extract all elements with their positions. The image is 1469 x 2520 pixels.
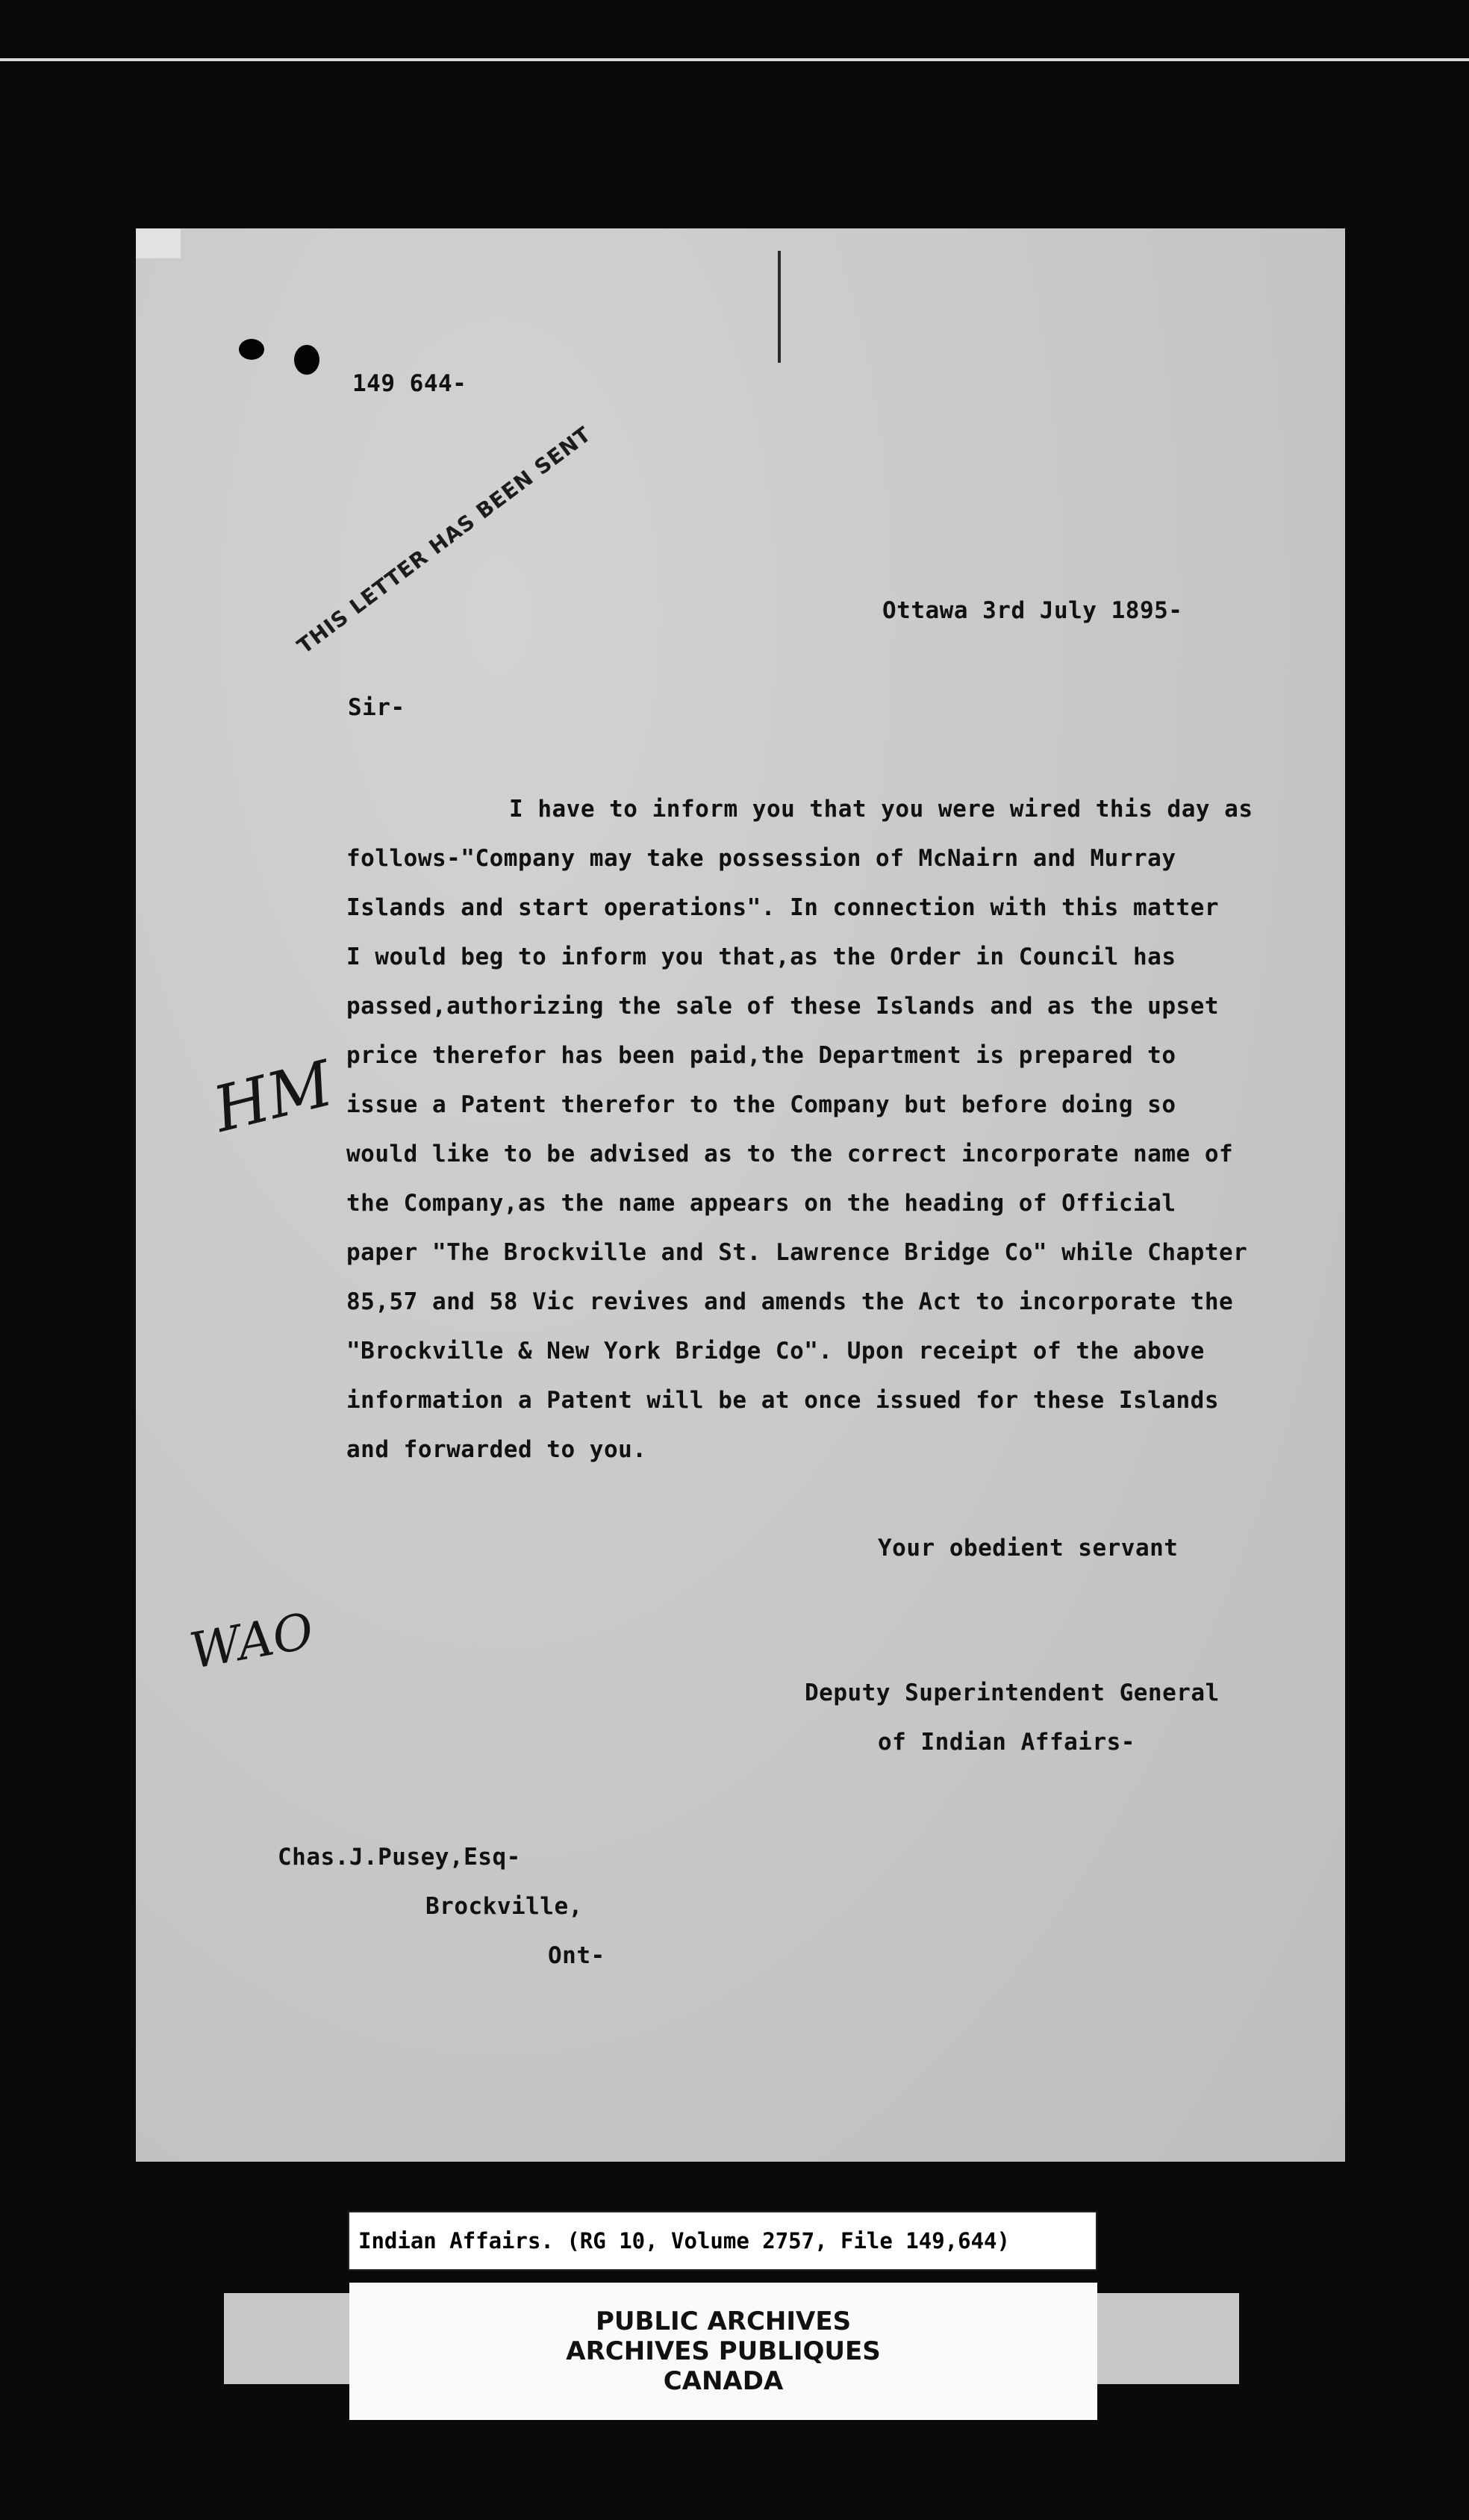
body-line: follows-"Company may take possession of McNairn and Murray bbox=[346, 845, 1176, 872]
archive-label-line: CANADA bbox=[663, 2366, 784, 2396]
reference-number: 149 644- bbox=[352, 370, 467, 397]
archive-reference-label: Indian Affairs. (RG 10, Volume 2757, File 149,644) bbox=[348, 2211, 1097, 2271]
body-line: passed,authorizing the sale of these Islands and as the upset bbox=[346, 993, 1219, 1020]
page-corner bbox=[136, 228, 181, 258]
pencil-mark bbox=[778, 251, 781, 363]
body-line: I would beg to inform you that,as the Order in Council has bbox=[346, 944, 1176, 970]
body-line: and forwarded to you. bbox=[346, 1436, 647, 1463]
archive-label bbox=[349, 2283, 1097, 2420]
body-line: information a Patent will be at once issued for these Islands bbox=[346, 1387, 1219, 1414]
body-line: I have to inform you that you were wired this day as bbox=[509, 796, 1253, 823]
recipient-province: Ont- bbox=[548, 1942, 605, 1969]
body-line: paper "The Brockville and St. Lawrence Bridge Co" while Chapter bbox=[346, 1239, 1248, 1266]
body-line: "Brockville & New York Bridge Co". Upon receipt of the above bbox=[346, 1338, 1205, 1365]
recipient-name: Chas.J.Pusey,Esq- bbox=[278, 1844, 521, 1871]
sent-stamp: THIS LETTER HAS BEEN SENT bbox=[293, 421, 596, 659]
signature-title-line2: of Indian Affairs- bbox=[878, 1729, 1135, 1756]
handwritten-initials-hm: HM bbox=[206, 1047, 340, 1147]
handwritten-initials-wao: WAO bbox=[185, 1602, 318, 1680]
closing: Your obedient servant bbox=[878, 1535, 1179, 1562]
top-border-line bbox=[0, 58, 1469, 61]
body-line: Islands and start operations". In connection with this matter bbox=[346, 894, 1219, 921]
body-line: the Company,as the name appears on the heading of Official bbox=[346, 1190, 1176, 1217]
salutation: Sir- bbox=[348, 694, 405, 721]
recipient-city: Brockville, bbox=[425, 1893, 583, 1920]
punch-hole-right bbox=[294, 345, 319, 375]
body-line: would like to be advised as to the correct incorporate name of bbox=[346, 1141, 1234, 1167]
punch-hole-left bbox=[239, 339, 264, 360]
archive-label-line: PUBLIC ARCHIVES bbox=[595, 2307, 852, 2336]
body-line: 85,57 and 58 Vic revives and amends the Act to incorporate the bbox=[346, 1288, 1234, 1315]
signature-title-line1: Deputy Superintendent General bbox=[805, 1680, 1220, 1706]
body-line: price therefor has been paid,the Department is prepared to bbox=[346, 1042, 1176, 1069]
place-date: Ottawa 3rd July 1895- bbox=[882, 597, 1183, 624]
body-line: issue a Patent therefor to the Company but before doing so bbox=[346, 1091, 1176, 1118]
archive-label-line: ARCHIVES PUBLIQUES bbox=[566, 2336, 881, 2366]
